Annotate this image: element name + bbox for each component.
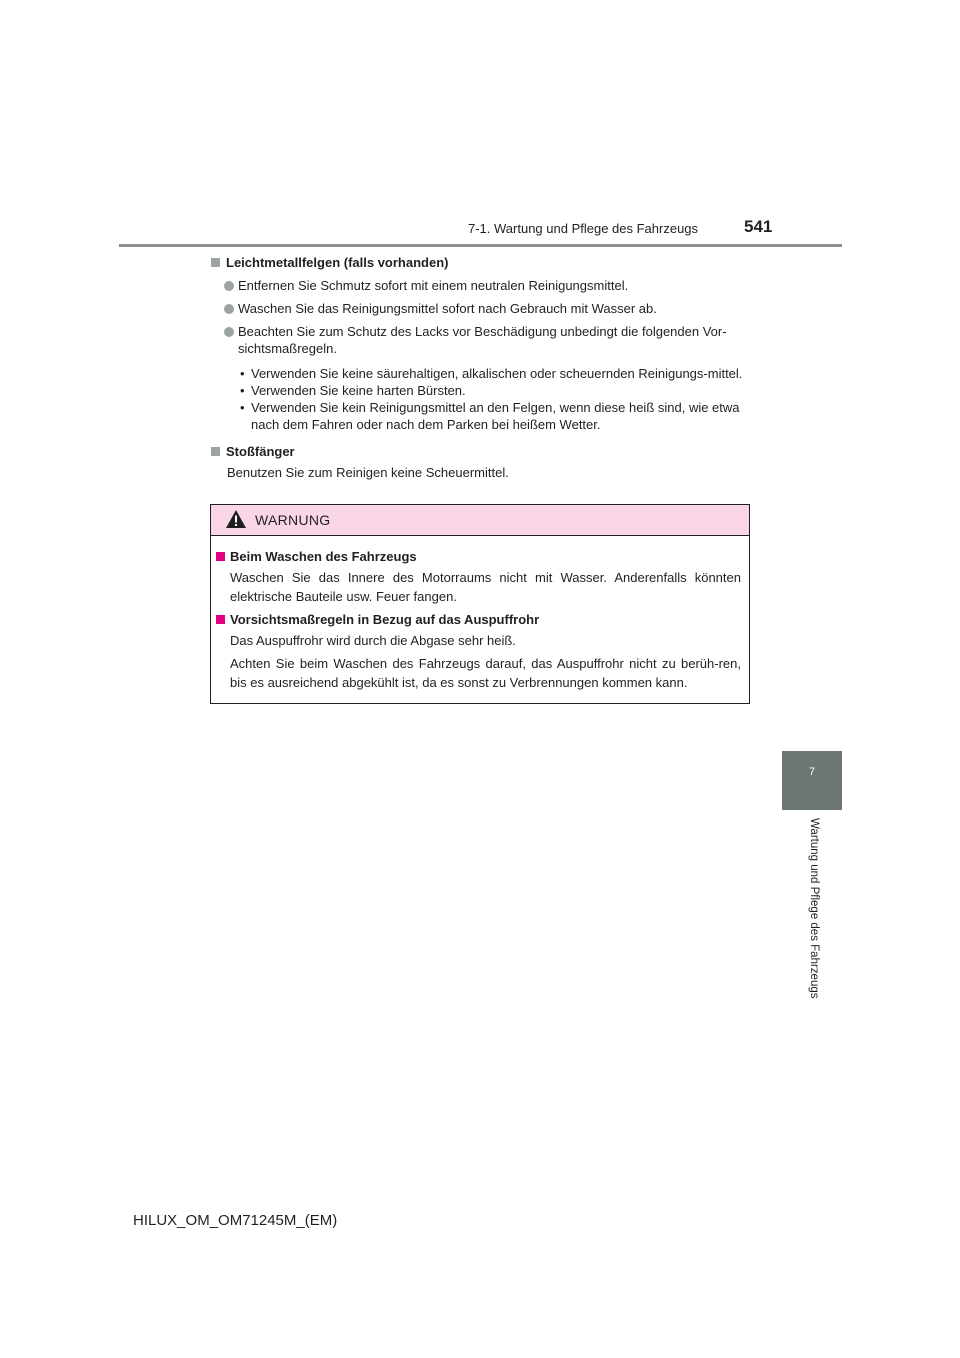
warning-paragraph: Achten Sie beim Waschen des Fahrzeugs darauf, das Auspuffrohr nicht zu berüh-ren, bis es ausreichend abgekühlt ist, da es sonst zu Verbrennungen kommen kann.	[230, 656, 741, 690]
warning-item-heading	[214, 610, 741, 629]
warning-title: WARNUNG	[255, 512, 331, 528]
page-number: 541	[744, 217, 773, 236]
section-heading	[210, 254, 750, 271]
heading-text: Stoßfänger	[226, 444, 295, 459]
warning-paragraph: Das Auspuffrohr wird durch die Abgase sehr heiß.	[230, 633, 516, 648]
round-bullet-icon	[224, 327, 234, 337]
list-item	[210, 277, 750, 294]
header-rule	[119, 244, 842, 247]
document-code: HILUX_OM_OM71245M_(EM)	[133, 1212, 338, 1229]
list-item-text: Beachten Sie zum Schutz des Lacks vor Beschädigung unbedingt die folgenden Vor-sichtsmaßregeln.	[238, 324, 727, 356]
warning-body	[211, 536, 749, 692]
list-item-text: Entfernen Sie Schmutz sofort mit einem neutralen Reinigungsmittel.	[238, 278, 629, 293]
heading-text: Vorsichtsmaßregeln in Bezug auf das Auspuffrohr	[230, 612, 540, 627]
square-bullet-icon	[211, 258, 220, 267]
chapter-number: 7	[808, 766, 816, 778]
sub-list-item-text: Verwenden Sie kein Reinigungsmittel an den Felgen, wenn diese heiß sind, wie etwa nach dem Fahren oder nach dem Parken bei heißem Wetter.	[251, 400, 740, 432]
list-item	[210, 323, 750, 357]
dot-bullet-icon: •	[240, 383, 245, 398]
sub-list-item-text: Verwenden Sie keine säurehaltigen, alkalischen oder scheuernden Reinigungs-mittel.	[251, 366, 743, 381]
section-title: 7-1. Wartung und Pflege des Fahrzeugs	[468, 221, 699, 236]
section-heading	[210, 443, 750, 460]
list-item	[210, 300, 750, 317]
square-bullet-icon	[216, 615, 225, 624]
warning-header	[211, 505, 749, 536]
sub-list-item	[210, 382, 750, 399]
square-bullet-icon	[211, 447, 220, 456]
warning-box	[210, 504, 750, 704]
warning-item-heading	[214, 547, 741, 566]
dot-bullet-icon: •	[240, 366, 245, 381]
warning-paragraph: Waschen Sie das Innere des Motorraums nicht mit Wasser. Anderenfalls könnten elektrische Bauteile usw. Feuer fangen.	[230, 570, 741, 604]
sub-list-item	[210, 399, 750, 433]
warning-triangle-icon	[225, 509, 247, 529]
paragraph: Benutzen Sie zum Reinigen keine Scheuermittel.	[227, 465, 509, 480]
sub-list-item-text: Verwenden Sie keine harten Bürsten.	[251, 383, 466, 398]
square-bullet-icon	[216, 552, 225, 561]
heading-text: Beim Waschen des Fahrzeugs	[230, 549, 417, 564]
sub-list-item	[210, 365, 750, 382]
heading-text: Leichtmetallfelgen (falls vorhanden)	[226, 255, 449, 270]
round-bullet-icon	[224, 281, 234, 291]
chapter-tab	[782, 751, 842, 810]
main-content	[210, 254, 750, 481]
dot-bullet-icon: •	[240, 400, 245, 415]
list-item-text: Waschen Sie das Reinigungsmittel sofort nach Gebrauch mit Wasser ab.	[238, 301, 657, 316]
chapter-label: Wartung und Pflege des Fahrzeugs	[808, 818, 820, 999]
round-bullet-icon	[224, 304, 234, 314]
